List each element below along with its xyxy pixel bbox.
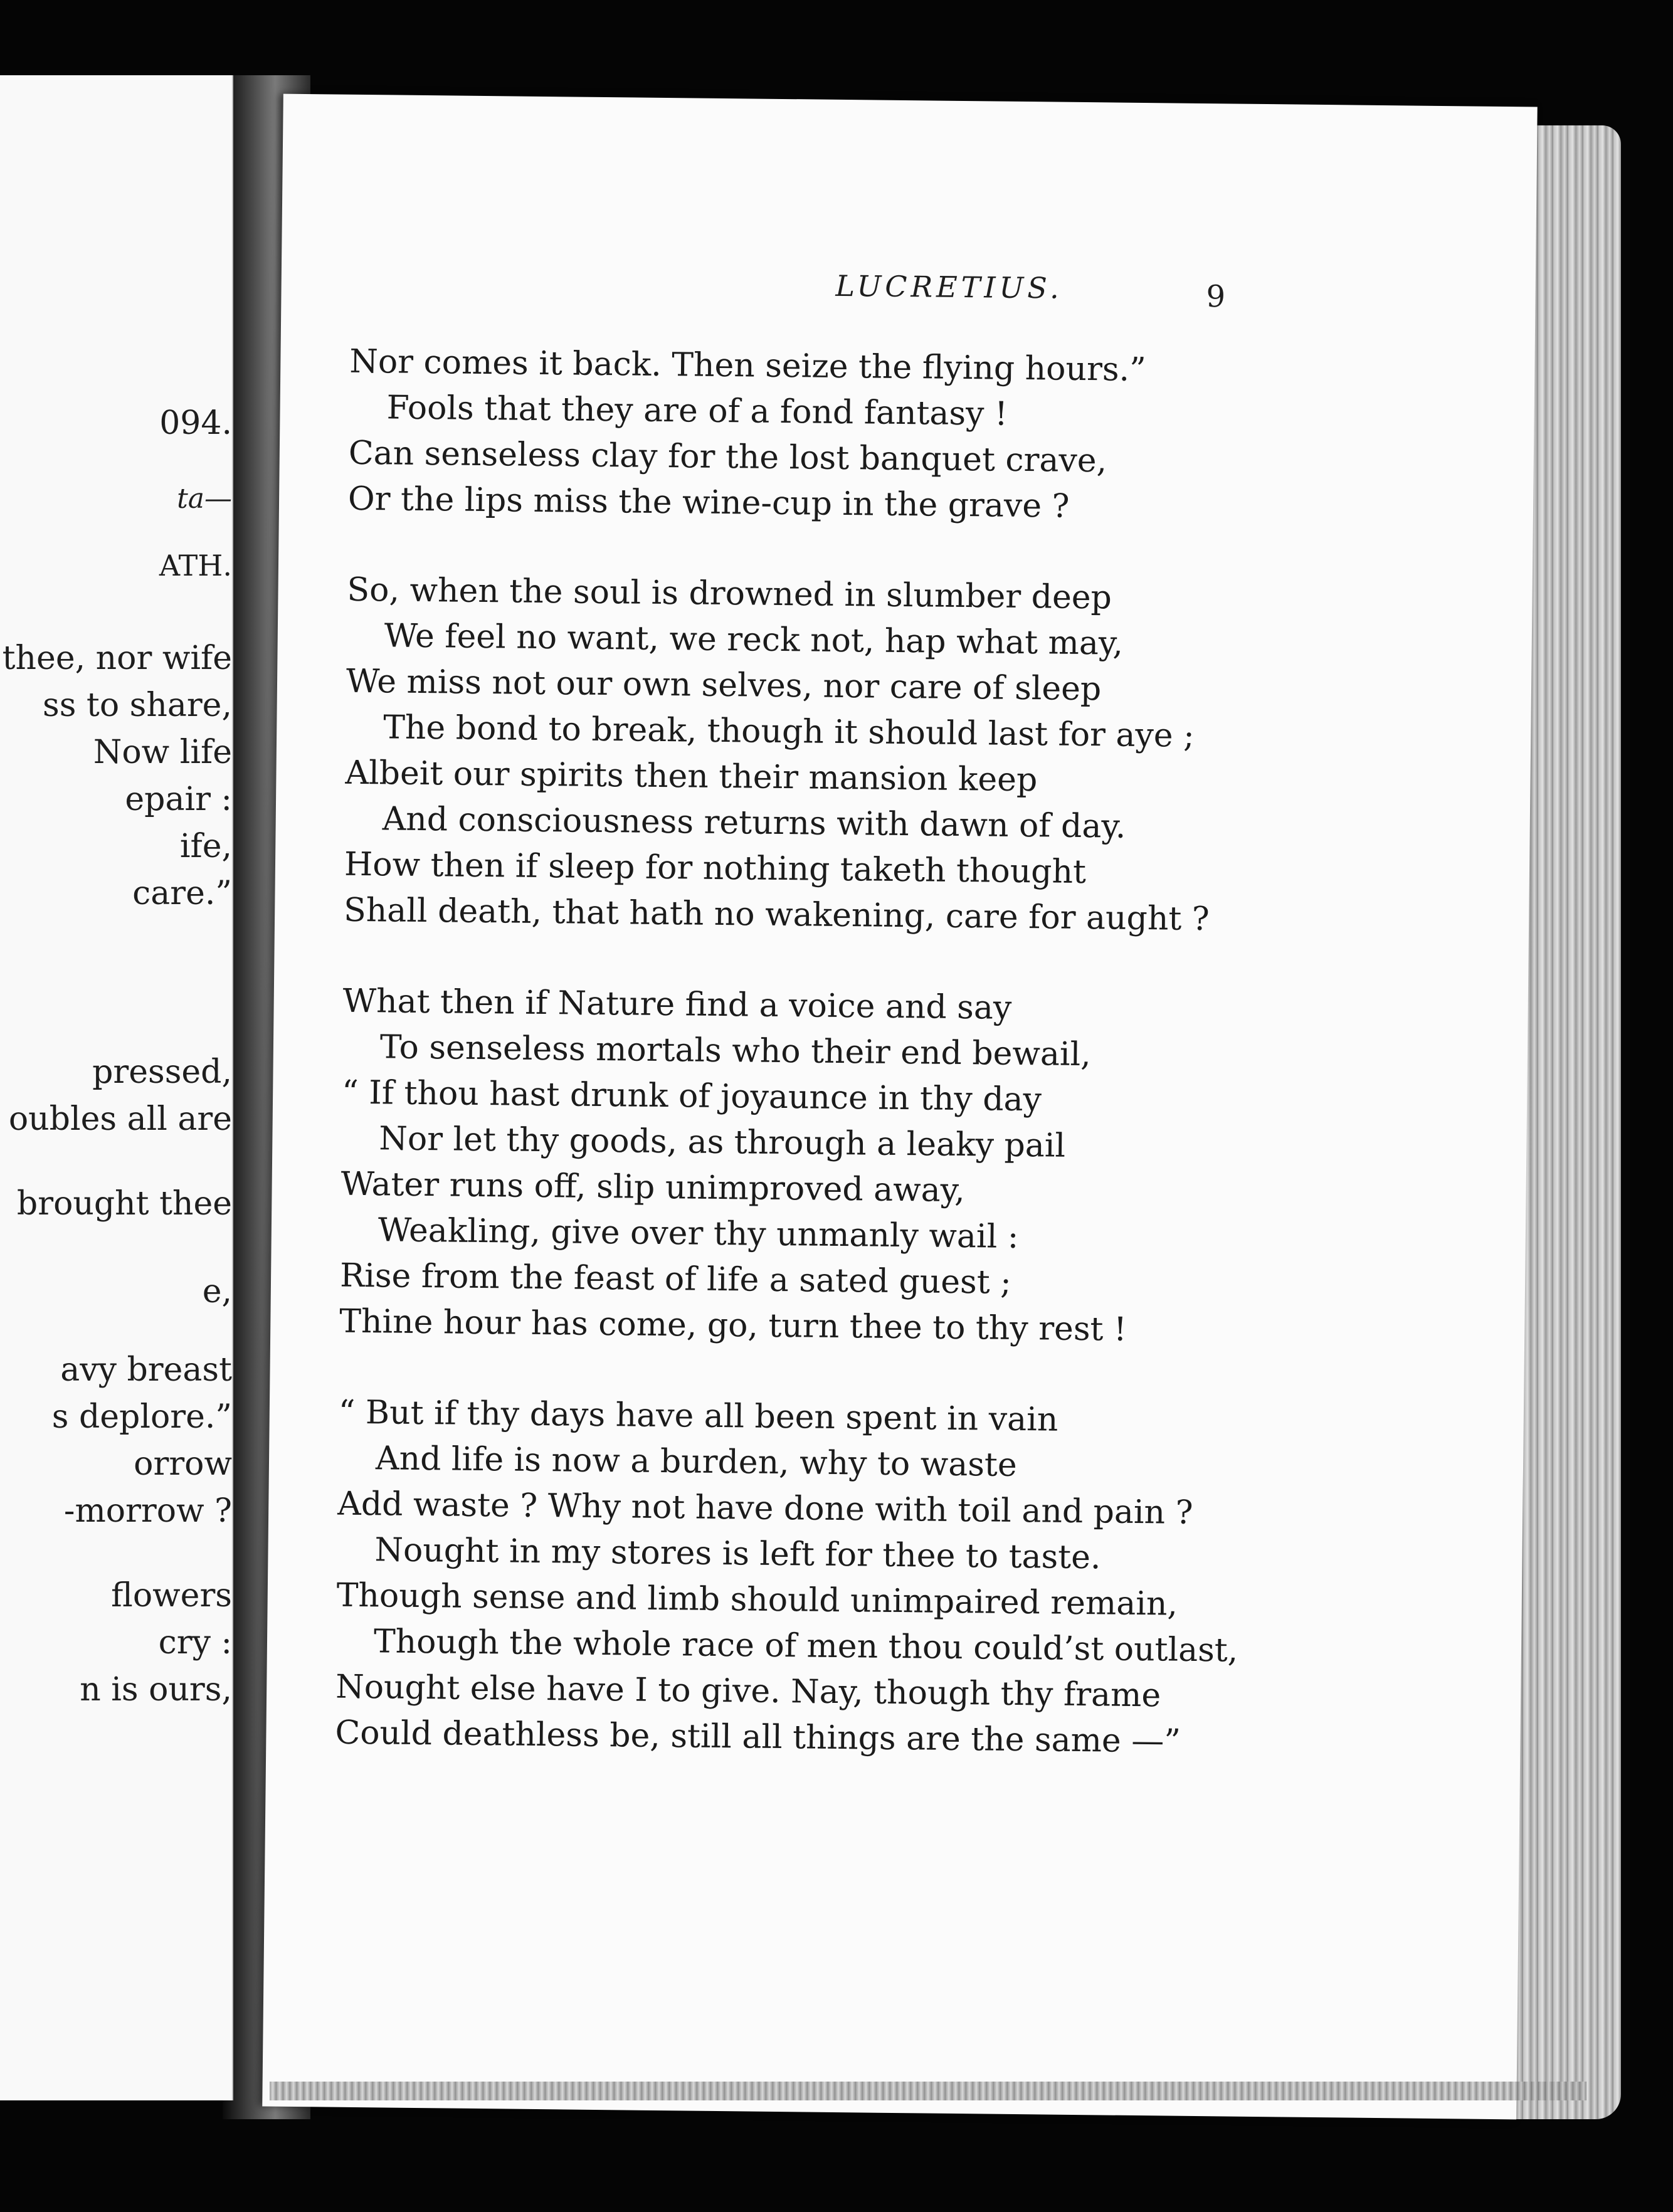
poem <box>334 339 1478 1813</box>
left-fragment: ta— <box>177 483 232 515</box>
verse-line: Can senseless clay for the lost banquet crave, <box>348 434 1107 480</box>
verse-line: Rise from the feast of life a sated guest ; <box>339 1256 1012 1302</box>
running-head: LUCRETIUS. <box>835 268 1063 305</box>
verse-line: To senseless mortals who their end bewail, <box>379 1028 1092 1074</box>
verse-line: Weakling, give over thy unmanly wail : <box>377 1211 1019 1256</box>
verse-line: Fools that they are of a fond fantasy ! <box>386 389 1008 433</box>
verse-line: Add waste ? Why not have done with toil and pain ? <box>337 1485 1193 1532</box>
verse-line: Water runs off, slip unimproved away, <box>340 1165 966 1210</box>
left-fragment: ss to share, <box>43 687 232 724</box>
left-fragment: 094. <box>159 404 232 442</box>
verse-line: Though the whole race of men thou could’st outlast, <box>373 1623 1238 1670</box>
left-fragment: pressed, <box>92 1053 232 1091</box>
left-fragment: brought thee <box>16 1185 232 1223</box>
stanza <box>339 979 1472 1357</box>
verse-line: How then if sleep for nothing taketh thought <box>344 845 1087 892</box>
verse-line: Nor let thy goods, as through a leaky pail <box>379 1120 1066 1165</box>
stanza <box>335 1390 1467 1768</box>
verse-line: “ If thou hast drunk of joyaunce in thy day <box>341 1073 1042 1119</box>
left-fragment: epair : <box>125 781 232 818</box>
verse-line: What then if Nature find a voice and say <box>342 982 1012 1027</box>
stanza <box>344 567 1476 945</box>
left-fragment: ife, <box>179 828 232 865</box>
left-page <box>0 75 233 2100</box>
left-fragment: ATH. <box>159 549 232 582</box>
left-fragment: Now life <box>93 734 232 771</box>
left-fragment: e, <box>202 1273 232 1310</box>
verse-line: Nor comes it back. Then seize the flying hours.” <box>349 342 1146 389</box>
verse-line: And consciousness returns with dawn of day. <box>382 800 1126 846</box>
verse-line: “ But if thy days have all been spent in vain <box>338 1393 1058 1439</box>
page-bottom-edge <box>270 2082 1586 2100</box>
left-fragment: avy breast <box>60 1351 232 1389</box>
verse-line: The bond to break, though it should last for aye ; <box>383 708 1195 755</box>
left-fragment: oubles all are <box>8 1100 232 1138</box>
verse-line: Could deathless be, still all things are the same —” <box>335 1714 1181 1761</box>
left-fragment: cry : <box>158 1624 232 1662</box>
left-fragment: flowers <box>111 1577 232 1614</box>
verse-line: And life is now a burden, why to waste <box>375 1440 1017 1484</box>
verse-line: Shall death, that hath no wakening, care for aught ? <box>343 891 1210 939</box>
verse-line: Thine hour has come, go, turn thee to thy rest ! <box>339 1302 1127 1349</box>
stanza <box>348 339 1479 534</box>
verse-line: We miss not our own selves, nor care of sleep <box>346 662 1102 708</box>
page-number: 9 <box>1206 279 1226 315</box>
verse-line: Though sense and limb should unimpaired remain, <box>336 1576 1178 1623</box>
left-fragment: -morrow ? <box>63 1492 232 1530</box>
verse-line: So, when the soul is drowned in slumber deep <box>347 571 1112 617</box>
left-fragment: orrow <box>134 1445 232 1483</box>
left-fragment: n is ours, <box>80 1671 232 1709</box>
verse-line: We feel no want, we reck not, hap what may, <box>384 617 1124 663</box>
verse-line: Nought in my stores is left for thee to taste. <box>374 1531 1101 1577</box>
left-fragment: thee, nor wife <box>2 640 232 677</box>
verse-line: Nought else have I to give. Nay, though thy frame <box>335 1668 1161 1715</box>
verse-line: Or the lips miss the wine-cup in the grave ? <box>347 480 1070 525</box>
left-fragment: s deplore.” <box>51 1398 232 1436</box>
verse-line: Albeit our spirits then their mansion keep <box>345 754 1038 799</box>
left-fragment: care.” <box>132 875 232 912</box>
right-page <box>262 94 1538 2120</box>
